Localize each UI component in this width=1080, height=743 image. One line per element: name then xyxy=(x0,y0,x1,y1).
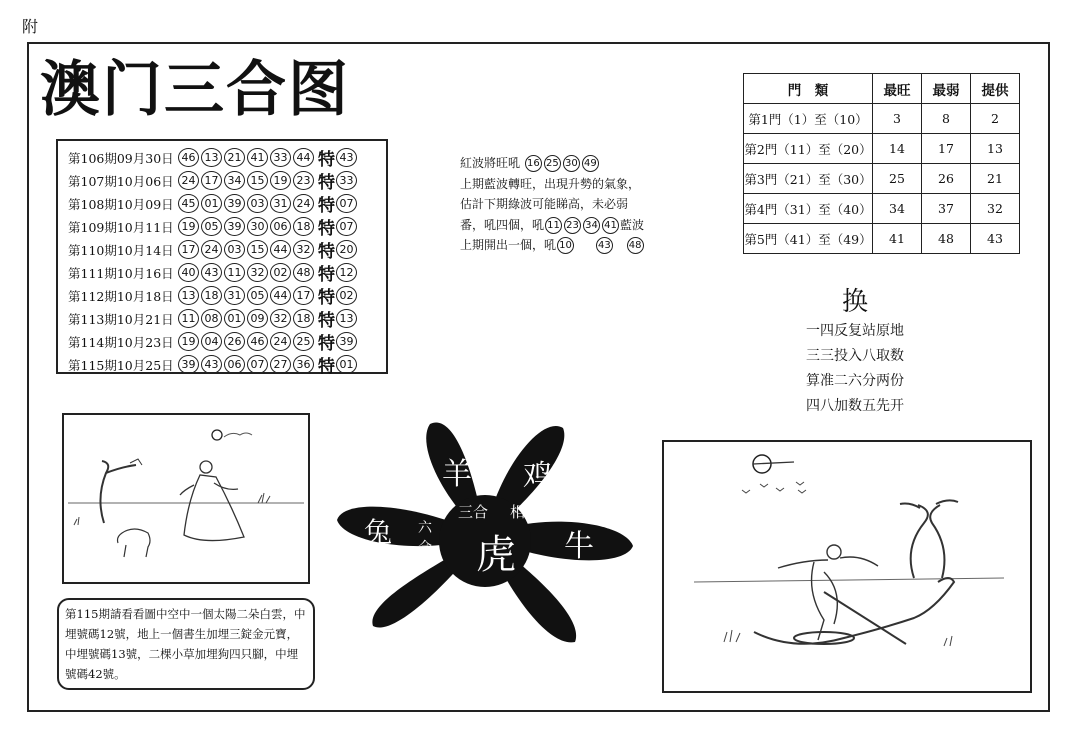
number-ball: 32 xyxy=(270,309,291,328)
number-ball: 24 xyxy=(201,240,222,259)
special-label: 特 xyxy=(318,219,335,239)
special-label: 特 xyxy=(318,334,335,354)
draw-label: 第109期10月11日 xyxy=(68,219,174,235)
number-ball: 18 xyxy=(293,309,314,328)
number-ball: 39 xyxy=(178,355,199,374)
draw-row xyxy=(68,215,386,238)
header-hottest: 最旺 xyxy=(873,74,922,104)
number-ball: 15 xyxy=(247,171,268,190)
number-ball: 33 xyxy=(270,148,291,167)
number-ball: 23 xyxy=(293,171,314,190)
puzzle-note: 第115期請看看圖中空中一個太陽二朵白雲，中埋號碼12號，地上一個書生加埋三錠金元寶，中埋號碼13號，二棵小草加埋狗四只腳，中埋號碼42號。 xyxy=(57,598,315,690)
tree-icon xyxy=(100,459,142,523)
number-ball: 17 xyxy=(293,286,314,305)
special-label: 特 xyxy=(318,288,335,308)
wave-ball: 25 xyxy=(544,155,561,172)
number-ball: 17 xyxy=(201,171,222,190)
number-ball: 32 xyxy=(293,240,314,259)
wave-line-2: 上期藍波轉旺，出現升勢的氣象， xyxy=(460,176,641,191)
table-row: 第4門（31）至（40） 34 37 32 xyxy=(744,194,1020,224)
number-ball: 05 xyxy=(247,286,268,305)
dog-figure xyxy=(118,529,151,557)
poem-line: 四八加数五先开 xyxy=(806,398,904,414)
poem xyxy=(775,285,935,419)
zodiac-flower xyxy=(335,416,635,644)
special-ball: 07 xyxy=(336,217,357,236)
number-ball: 07 xyxy=(247,355,268,374)
number-ball: 39 xyxy=(224,217,245,236)
poem-heading: 换 xyxy=(841,287,868,317)
draw-row xyxy=(68,169,386,192)
number-ball: 09 xyxy=(247,309,268,328)
draw-label: 第111期10月16日 xyxy=(68,265,174,281)
zodiac-goat: 羊 xyxy=(442,457,472,492)
number-ball: 45 xyxy=(178,194,199,213)
draw-label: 第114期10月23日 xyxy=(68,334,174,350)
number-ball: 31 xyxy=(270,194,291,213)
number-ball: 11 xyxy=(178,309,199,328)
page-title: 澳门三合图 xyxy=(40,55,350,125)
number-ball: 19 xyxy=(178,217,199,236)
number-ball: 48 xyxy=(293,263,314,282)
wave-ball: 11 xyxy=(545,217,562,234)
special-ball: 43 xyxy=(336,148,357,167)
number-ball: 43 xyxy=(201,355,222,374)
draw-row xyxy=(68,353,386,376)
wave-line-1: 紅波將旺吼 16 25 30 49 xyxy=(460,153,680,174)
scholar-figure xyxy=(180,461,244,541)
special-ball: 12 xyxy=(336,263,357,282)
special-ball: 20 xyxy=(336,240,357,259)
draw-label: 第107期10月06日 xyxy=(68,173,174,189)
number-ball: 44 xyxy=(270,286,291,305)
draw-row xyxy=(68,192,386,215)
wave-ball: 30 xyxy=(563,155,580,172)
special-label: 特 xyxy=(318,150,335,170)
header-category: 門 類 xyxy=(744,74,873,104)
special-label: 特 xyxy=(318,357,335,377)
draw-label: 第113期10月21日 xyxy=(68,311,174,327)
number-ball: 36 xyxy=(293,355,314,374)
number-ball: 43 xyxy=(201,263,222,282)
number-ball: 39 xyxy=(224,194,245,213)
poem-line: 三三投入八取数 xyxy=(806,348,904,364)
number-ball: 32 xyxy=(247,263,268,282)
number-ball: 26 xyxy=(224,332,245,351)
number-ball: 02 xyxy=(270,263,291,282)
draw-row xyxy=(68,261,386,284)
poem-line: 一四反复站原地 xyxy=(806,323,904,339)
number-ball: 19 xyxy=(270,171,291,190)
number-ball: 13 xyxy=(201,148,222,167)
special-label: 特 xyxy=(318,173,335,193)
swordsman-illustration xyxy=(662,440,1032,693)
draw-label: 第108期10月09日 xyxy=(68,196,174,212)
number-ball: 25 xyxy=(293,332,314,351)
number-ball: 03 xyxy=(224,240,245,259)
swordsman-figure xyxy=(778,545,906,644)
draw-label: 第112期10月18日 xyxy=(68,288,174,304)
number-ball: 05 xyxy=(201,217,222,236)
number-ball: 17 xyxy=(178,240,199,259)
number-ball: 06 xyxy=(270,217,291,236)
number-ball: 34 xyxy=(224,171,245,190)
number-ball: 04 xyxy=(201,332,222,351)
xiangchong-label: 相冲 xyxy=(509,503,541,521)
wave-analysis xyxy=(460,153,680,256)
sun-icon xyxy=(753,455,794,473)
sun-icon xyxy=(212,430,252,440)
number-ball: 46 xyxy=(247,332,268,351)
wave-ball: 34 xyxy=(583,217,600,234)
wave-ball: 43 xyxy=(596,237,613,254)
gate-table xyxy=(743,73,1020,254)
wave-line-3: 估計下期綠波可能睇高，未必弱 xyxy=(460,197,629,211)
draw-row xyxy=(68,330,386,353)
special-ball: 07 xyxy=(336,194,357,213)
sanhe-label: 三合 xyxy=(457,503,489,521)
number-ball: 24 xyxy=(270,332,291,351)
corner-mark: 附 xyxy=(22,17,39,36)
special-ball: 02 xyxy=(336,286,357,305)
wave-ball: 23 xyxy=(564,217,581,234)
number-ball: 44 xyxy=(270,240,291,259)
number-ball: 01 xyxy=(224,309,245,328)
draw-row xyxy=(68,307,386,330)
liuhe-label-top: 六 xyxy=(418,520,432,536)
draw-row xyxy=(68,146,386,169)
number-ball: 41 xyxy=(247,148,268,167)
number-ball: 13 xyxy=(178,286,199,305)
table-row: 第1門（1）至（10） 3 8 2 xyxy=(744,104,1020,134)
number-ball: 11 xyxy=(224,263,245,282)
special-label: 特 xyxy=(318,196,335,216)
table-row: 第5門（41）至（49） 41 48 43 xyxy=(744,224,1020,254)
number-ball: 40 xyxy=(178,263,199,282)
tree-icon xyxy=(900,500,958,578)
number-ball: 24 xyxy=(178,171,199,190)
liuhe-label-bottom: 合 xyxy=(418,540,432,556)
number-ball: 24 xyxy=(293,194,314,213)
number-ball: 19 xyxy=(178,332,199,351)
number-ball: 21 xyxy=(224,148,245,167)
special-ball: 33 xyxy=(336,171,357,190)
draw-results-table xyxy=(56,139,388,377)
number-ball: 06 xyxy=(224,355,245,374)
number-ball: 01 xyxy=(201,194,222,213)
wave-line-4: 番，吼四個，吼 11 23 34 41 藍波 xyxy=(460,217,645,232)
draw-label: 第115期10月25日 xyxy=(68,357,174,373)
gate-table-header xyxy=(744,74,1020,104)
draw-label: 第106期09月30日 xyxy=(68,150,174,166)
zodiac-ox: 牛 xyxy=(564,529,594,564)
special-label: 特 xyxy=(318,242,335,262)
number-ball: 03 xyxy=(247,194,268,213)
special-ball: 01 xyxy=(336,355,357,374)
wave-ball: 10 xyxy=(557,237,574,254)
number-ball: 46 xyxy=(178,148,199,167)
number-ball: 44 xyxy=(293,148,314,167)
table-row: 第2門（11）至（20） 14 17 13 xyxy=(744,134,1020,164)
zodiac-rabbit: 兔 xyxy=(363,516,393,549)
number-ball: 18 xyxy=(201,286,222,305)
number-ball: 30 xyxy=(247,217,268,236)
zodiac-tiger: 虎 xyxy=(476,532,516,578)
header-provided: 提供 xyxy=(971,74,1020,104)
wave-ball: 48 xyxy=(627,237,644,254)
number-ball: 27 xyxy=(270,355,291,374)
wave-ball: 49 xyxy=(582,155,599,172)
wave-ball: 41 xyxy=(602,217,619,234)
header-weakest: 最弱 xyxy=(922,74,971,104)
poem-line: 算准二六分两份 xyxy=(806,373,904,389)
birds-icon xyxy=(742,482,806,493)
special-label: 特 xyxy=(318,311,335,331)
table-row: 第3門（21）至（30） 25 26 21 xyxy=(744,164,1020,194)
draw-row xyxy=(68,238,386,261)
number-ball: 31 xyxy=(224,286,245,305)
number-ball: 18 xyxy=(293,217,314,236)
zodiac-rooster: 鸡 xyxy=(523,459,553,494)
special-ball: 39 xyxy=(336,332,357,351)
special-ball: 13 xyxy=(336,309,357,328)
special-label: 特 xyxy=(318,265,335,285)
wave-ball: 16 xyxy=(525,155,542,172)
scholar-illustration xyxy=(62,413,310,584)
draw-label: 第110期10月14日 xyxy=(68,242,174,258)
number-ball: 15 xyxy=(247,240,268,259)
draw-row xyxy=(68,284,386,307)
number-ball: 08 xyxy=(201,309,222,328)
wave-line-5: 上期開出一個，吼 10 43 48 xyxy=(460,235,680,256)
